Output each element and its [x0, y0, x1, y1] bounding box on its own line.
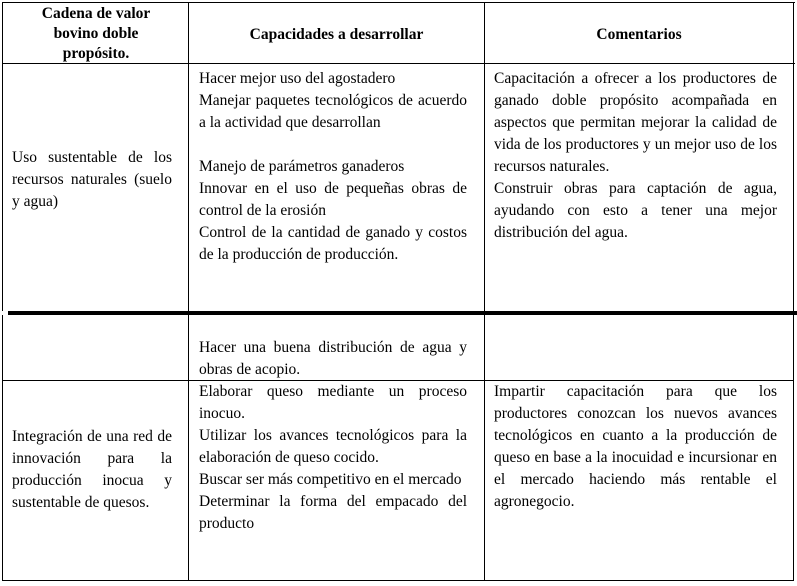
cell-capacidades-row2 [199, 337, 467, 381]
comentario-item: Construir obras para captación de agua, ayudando con esto a tener una mejor distribución del agua. [494, 180, 777, 241]
cell-capacidades-row3 [199, 381, 467, 535]
table-border [2, 2, 795, 3]
capacidad-item: Innovar en el uso de pequeñas obras de control de la erosión [199, 180, 467, 219]
table-border [793, 2, 794, 311]
table-border [793, 315, 794, 581]
header-cadena: Cadena de valor bovino doble propósito. [41, 5, 151, 62]
header-comentarios: Comentarios [596, 26, 682, 43]
table-border [188, 2, 189, 311]
capacidad-item: Buscar ser más competitivo en el mercado [199, 471, 462, 488]
table-border [188, 315, 189, 581]
table-border [2, 2, 3, 311]
spacer [199, 134, 467, 156]
cell-cadena-row1: Uso sustentable de los recursos naturales (suelo y agua) [12, 149, 172, 210]
table-border [484, 2, 485, 311]
capacidad-item: Determinar la forma del empacado del producto [199, 493, 467, 532]
table-border [2, 580, 794, 581]
capacidad-item: Manejo de parámetros ganaderos [199, 158, 405, 175]
cell-capacidades-row1 [199, 68, 467, 266]
comentario-item: Capacitación a ofrecer a los productores de ganado doble propósito acompañada en aspectos que permitan mejorar la calidad de vida de los productores y un mejor uso de los recursos naturales. [494, 70, 777, 175]
capacidad-item: Control de la cantidad de ganado y costos de la producción de producción. [199, 224, 467, 263]
cell-cadena-row3: Integración de una red de innovación para la producción inocua y sustentable de quesos. [12, 428, 172, 511]
cell-comentarios-row3 [494, 381, 777, 513]
comentario-item: Impartir capacitación para que los productores conozcan los nuevos avances tecnológicos en cuanto a la producción de queso en base a la inocuidad e incursionar en el mercado haciendo más rentable el agronegocio. [494, 383, 777, 510]
capacidad-item: Utilizar los avances tecnológicos para la elaboración de queso cocido. [199, 427, 467, 466]
capacidad-item: Hacer una buena distribución de agua y obras de acopio. [199, 339, 467, 378]
capacidad-item: Hacer mejor uso del agostadero [199, 70, 396, 87]
table-border [484, 315, 485, 581]
capacidad-item: Elaborar queso mediante un proceso inocuo. [199, 383, 467, 422]
cell-comentarios-row1 [494, 68, 777, 244]
header-capacidades: Capacidades a desarrollar [249, 26, 424, 43]
capacidad-item: Manejar paquetes tecnológicos de acuerdo a la actividad que desarrollan [199, 92, 467, 131]
page-break-rule [8, 311, 797, 315]
table-border [2, 315, 3, 581]
